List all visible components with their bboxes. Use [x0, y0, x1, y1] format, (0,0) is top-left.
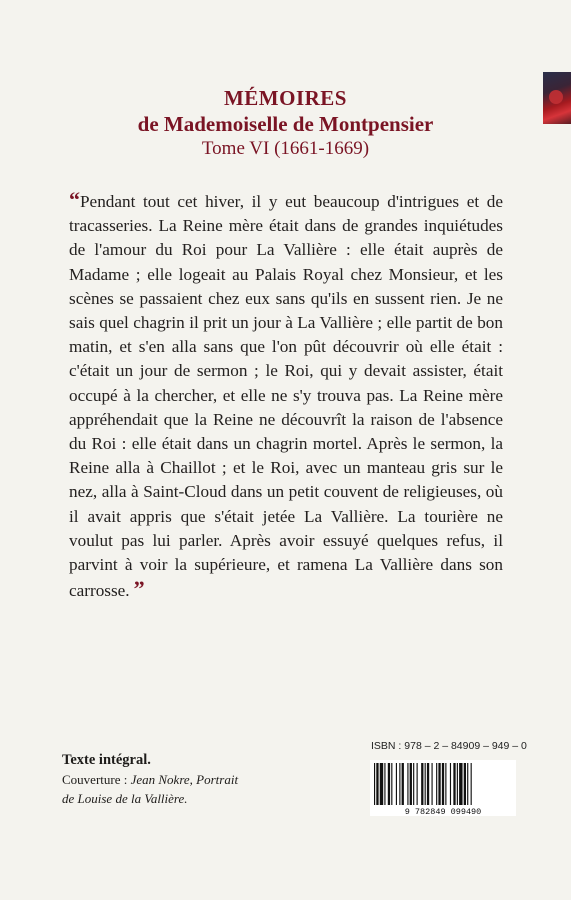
barcode-bar — [376, 763, 378, 805]
close-quote-mark: ” — [133, 576, 145, 602]
barcode-bar — [453, 763, 455, 805]
cover-credit-label: Couverture : — [62, 772, 128, 787]
barcode-bar — [380, 763, 383, 805]
barcode-bar — [374, 763, 375, 805]
quote-text: Pendant tout cet hiver, il y eut beaucoup d'intrigues et de tracasseries. La Reine mère était dans de grandes inquiétudes de l'amour du Roi pour La Vallière : elle était auprès de Madame ; elle logeait au Palais Royal chez Monsieur, et les scènes se passaient chez eux sans qu'ils en sussent rien. Je ne sais quel chagrin il prit un jour à La Vallière ; elle partit de bon matin, et s'en alla sans que l'on pût découvrir où elle était : c'était un jour de sermon ; le Roi, qui y devait assister, était occupé à la chercher, et elle ne s'y trouva pas. La Reine mère appréhendait que la Reine ne découvrît la raison de l'absence du Roi : elle était dans un chagrin mortel. Après le sermon, la Reine alla à Chaillot ; et le Roi, avec un manteau gris sur le nez, alla à Saint-Cloud dans un petit couvent de religieuses, où il avait appris que s'était jetée La Vallière. La tourière ne voulut pas lui parler. Après avoir essuyé quelques refus, il parvint à voir la supérieure, et ramena La Vallière dans son carrosse. — [69, 192, 503, 601]
quote-excerpt — [69, 188, 503, 603]
isbn-label: ISBN : 978 – 2 – 84909 – 949 – 0 — [371, 740, 527, 752]
barcode-bar — [438, 763, 440, 805]
credits — [62, 750, 238, 808]
barcode-graphic — [370, 760, 516, 816]
barcode-bar — [384, 763, 385, 805]
barcode-bar — [467, 763, 468, 805]
barcode-bar — [413, 763, 414, 805]
barcode-bar — [442, 763, 444, 805]
barcode-bar — [421, 763, 423, 805]
book-volume: Tome VI (1661-1669) — [201, 138, 370, 159]
cover-credit-line-1 — [62, 770, 238, 789]
barcode-bar — [427, 763, 429, 805]
open-quote-mark: “ — [69, 187, 80, 212]
barcode-bar — [410, 763, 412, 805]
barcode-bar — [450, 763, 451, 805]
barcode-bar — [459, 763, 462, 805]
book-title: MÉMOIRES — [223, 86, 347, 110]
barcode-bar — [407, 763, 408, 805]
barcode-bar — [417, 763, 418, 805]
barcode-bar — [464, 763, 466, 805]
title-block — [0, 86, 571, 161]
barcode-bar — [436, 763, 437, 805]
cover-credit-line-2 — [62, 789, 238, 808]
barcode-bar — [457, 763, 458, 805]
barcode — [370, 760, 516, 816]
cover-credit-subject: de Louise de la Vallière. — [62, 791, 188, 806]
cover-credit-author: Jean Nokre, Portrait — [130, 772, 239, 787]
barcode-bar — [396, 763, 397, 805]
barcode-bar — [402, 763, 404, 805]
barcode-bar — [399, 763, 400, 805]
barcode-bar — [445, 763, 446, 805]
full-text-label: Texte intégral. — [62, 752, 151, 768]
barcode-bar — [425, 763, 426, 805]
barcode-digits: 9 782849 099490 — [404, 807, 482, 816]
barcode-bar — [471, 763, 472, 805]
barcode-bar — [391, 763, 392, 805]
barcode-bar — [388, 763, 390, 805]
book-subtitle: de Mademoiselle de Montpensier — [137, 112, 434, 136]
barcode-bar — [432, 763, 433, 805]
